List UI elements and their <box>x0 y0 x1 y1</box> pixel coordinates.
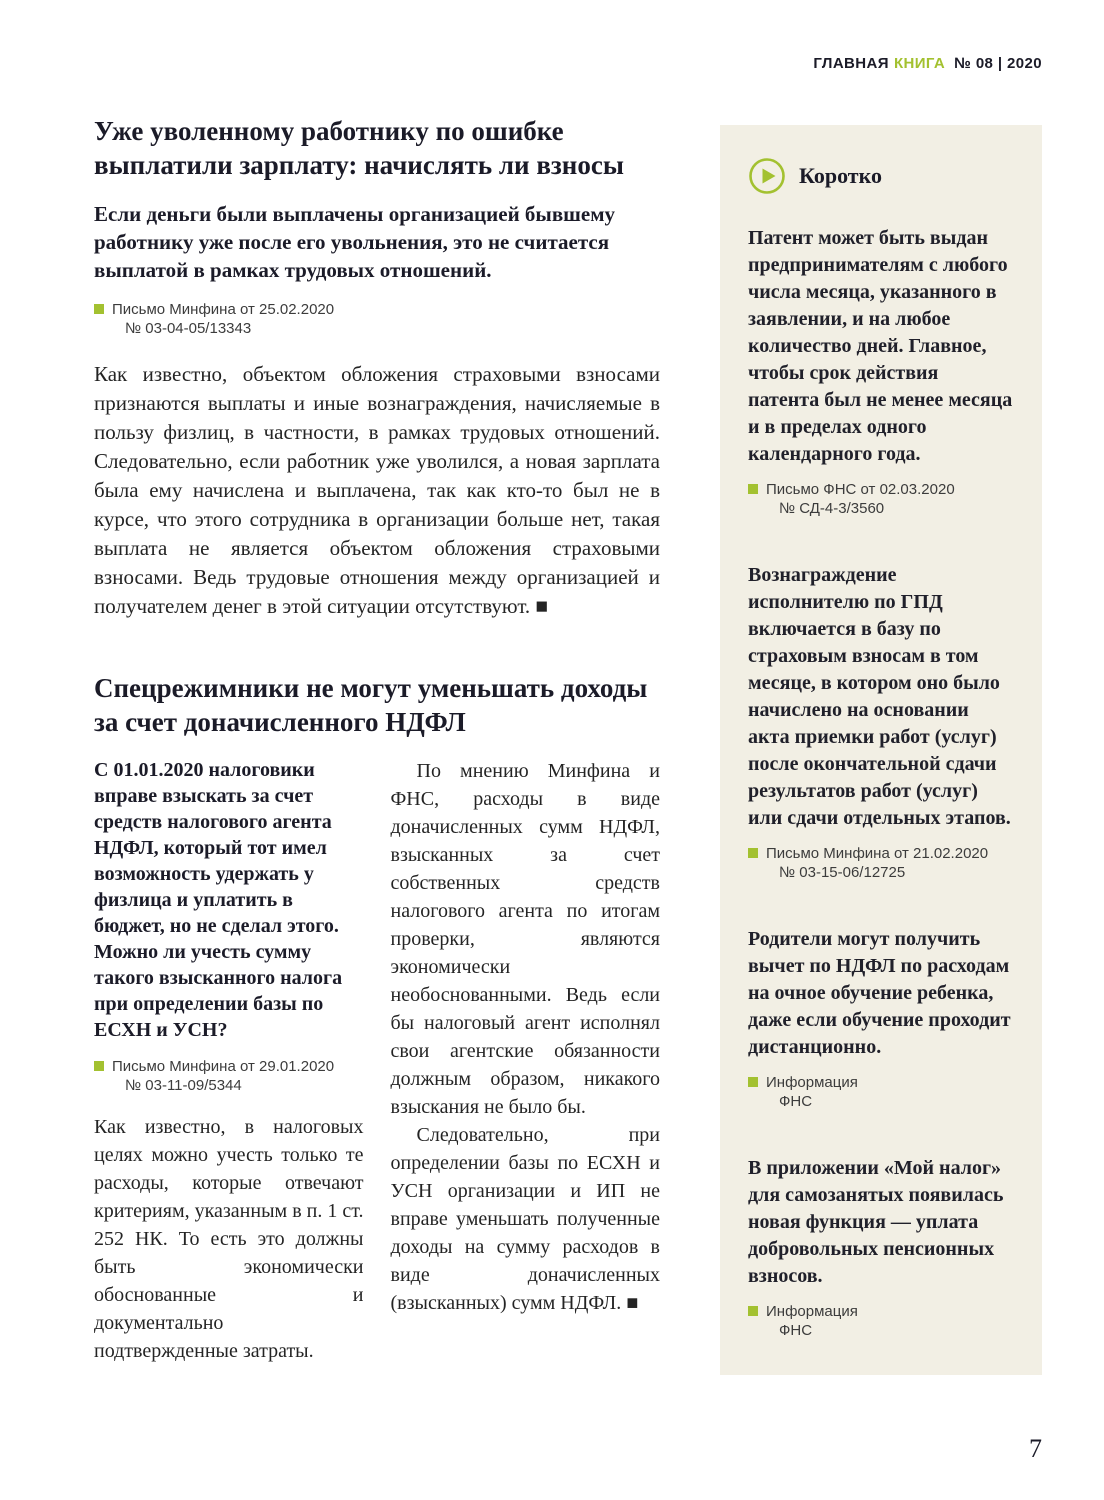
sidebar-item-text: Вознаграждение исполнителю по ГПД включается в базу по страховым взносам в том месяце, в котором оно было начислено на основании акта приемки работ (услуг) после окончательной сдачи результатов работ (услуг) или сдачи отдельных этапов. <box>748 564 1011 829</box>
source-number: ФНС <box>779 1322 813 1339</box>
source-number: № СД-4-3/3560 <box>779 500 885 517</box>
square-bullet-icon <box>748 1306 758 1316</box>
article-title: Уже уволенному работнику по ошибке выплатили зарплату: начислять ли взносы <box>94 116 624 180</box>
magazine-brand-part1: ГЛАВНАЯ <box>813 55 889 72</box>
article-lead: С 01.01.2020 налоговики вправе взыскать за счет средств налогового агента НДФЛ, который тот имел возможность удержать у физлица и уплатить в бюджет, но не сделал этого. Можно ли учесть сумму такого взысканного налога при определении базы по ЕСХН и УСН? <box>94 759 343 1041</box>
article-fired-employee <box>94 114 660 621</box>
source-line: Письмо Минфина от 29.01.2020 <box>112 1058 335 1075</box>
page-number: 7 <box>1029 1434 1042 1463</box>
source-reference <box>748 480 1014 518</box>
source-line: Письмо ФНС от 02.03.2020 <box>766 481 955 498</box>
square-bullet-icon <box>748 1077 758 1087</box>
source-reference <box>748 1302 1014 1340</box>
source-lines <box>766 480 955 518</box>
article-body-paragraph: Следовательно, при определении базы по ЕСХН и УСН организации и ИП не вправе уменьшать полученные доходы на сумму расходов в виде доначисленных (взысканных) сумм НДФЛ. ■ <box>390 1124 660 1314</box>
square-bullet-icon <box>94 1061 104 1071</box>
source-line: Письмо Минфина от 21.02.2020 <box>766 845 989 862</box>
right-subcolumn <box>391 757 661 1365</box>
sidebar-item <box>748 1155 1014 1340</box>
article-special-regimes <box>94 671 660 1365</box>
square-bullet-icon <box>748 848 758 858</box>
source-lines <box>766 844 988 882</box>
sidebar-item-text: Родители могут получить вычет по НДФЛ по расходам на очное обучение ребенка, даже если обучение проходит дистанционно. <box>748 928 1011 1058</box>
left-subcolumn <box>94 757 364 1365</box>
source-number: ФНС <box>779 1093 813 1110</box>
sidebar-item <box>748 926 1014 1111</box>
source-reference <box>748 1073 1014 1111</box>
source-number: № 03-15-06/12725 <box>779 864 906 881</box>
article-title: Спецрежимники не могут уменьшать доходы за счет доначисленного НДФЛ <box>94 673 648 737</box>
two-column-layout <box>94 757 660 1365</box>
issue-number: № 08 | 2020 <box>954 55 1042 72</box>
sidebar-item-text: В приложении «Мой налог» для самозанятых появилась новая функция — уплата добровольных пенсионных взносов. <box>748 1157 1004 1287</box>
sidebar-title: Коротко <box>799 163 882 188</box>
sidebar-korotko <box>720 125 1042 1375</box>
sidebar-header <box>748 157 1014 195</box>
magazine-brand-part2: КНИГА <box>893 55 946 72</box>
source-lines <box>112 300 334 338</box>
source-line: Письмо Минфина от 25.02.2020 <box>112 301 335 318</box>
square-bullet-icon <box>748 484 758 494</box>
article-lead: Если деньги были выплачены организацией бывшему работнику уже после его увольнения, это не считается выплатой в рамках трудовых отношений. <box>94 202 616 282</box>
page-header <box>813 55 1042 72</box>
source-lines <box>766 1073 858 1111</box>
source-number: № 03-04-05/13343 <box>125 320 252 337</box>
main-column <box>94 114 660 1365</box>
square-bullet-icon <box>94 304 104 314</box>
source-lines <box>766 1302 858 1340</box>
source-reference <box>94 300 660 338</box>
source-reference <box>94 1057 364 1095</box>
source-number: № 03-11-09/5344 <box>125 1077 242 1094</box>
source-reference <box>748 844 1014 882</box>
sidebar-item <box>748 562 1014 882</box>
article-body: Как известно, объектом обложения страховыми взносами признаются выплаты и иные вознаграждения, начисляемые в пользу физлиц, в частности, в рамках трудовых отношений. Следовательно, если работник уже уволился, а новая зарплата была ему начислена и выплачена, так как кто-то был не в курсе, что этого сотрудника в организации больше нет, такая выплата не является объектом обложения страховыми взносами. Ведь трудовые отношения между организацией и получателем денег в этой ситуации отсутствуют. ■ <box>94 362 660 618</box>
source-line: Информация <box>766 1303 858 1320</box>
article-body-paragraph: По мнению Минфина и ФНС, расходы в виде доначисленных сумм НДФЛ, взысканных за счет собственных средств налогового агента по итогам проверки, являются экономически необоснованными. Ведь если бы налоговый агент исполнял свои агентские обязанности должным образом, никакого взыскания не было бы. <box>390 760 660 1118</box>
sidebar-item-text: Патент может быть выдан предпринимателям с любого числа месяца, указанного в заявлении, и на любое количество дней. Главное, чтобы срок действия патента был не менее месяца и в пределах одного календарного года. <box>748 227 1013 465</box>
play-icon <box>748 157 786 195</box>
source-line: Информация <box>766 1074 858 1091</box>
source-lines <box>112 1057 334 1095</box>
sidebar-item <box>748 225 1014 518</box>
article-body: Как известно, в налоговых целях можно учесть только те расходы, которые отвечают критериям, указанным в п. 1 ст. 252 НК. То есть это должны быть экономически обоснованные и документально подтвержденные затраты. <box>94 1116 364 1362</box>
